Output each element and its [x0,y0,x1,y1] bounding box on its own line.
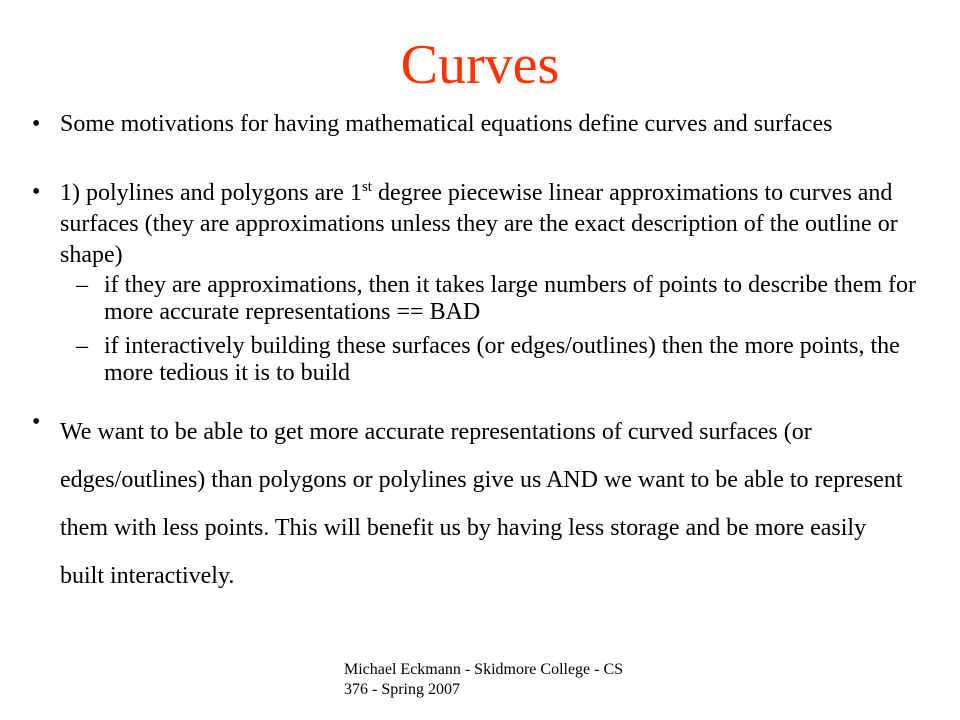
bullet-polylines [32,178,912,271]
bullet-text [60,178,912,271]
bullet-motivations [32,110,912,139]
bullet-text-start: 1) polylines and polygons are 1 [60,180,362,206]
bullet-goal [32,408,912,600]
subbullet-interactive [76,333,916,387]
bullet-marker: • [32,111,41,137]
bullet-marker: • [32,409,41,435]
bullet-text: Some motivations for having mathematical equations define curves and surfaces [60,111,833,137]
superscript: st [361,179,372,195]
subbullet-marker: – [76,333,88,359]
subbullet-text: if they are approximations, then it takes large numbers of points to describe them for more accurate representations == BAD [104,272,917,325]
subbullet-approximations [76,272,916,326]
slide-title: Curves [400,34,560,96]
slide-footer: Michael Eckmann - Skidmore College - CS 376 - Spring 2007 [344,661,624,698]
subbullet-text: if interactively building these surfaces (or edges/outlines) then the more points, the more tedious it is to build [104,333,900,386]
subbullet-marker: – [76,272,88,298]
bullet-text: We want to be able to get more accurate representations of curved surfaces (or edges/outlines) than polygons or polylines give us AND we want to be able to represent them with less points. This will benefit us by having less storage and be more easily built interactively. [60,419,903,589]
bullet-marker: • [32,179,41,205]
bullet-text-end: degree piecewise linear approximations to curves and surfaces (they are approximations unless they are the exact description of the outline or shape) [60,180,898,268]
